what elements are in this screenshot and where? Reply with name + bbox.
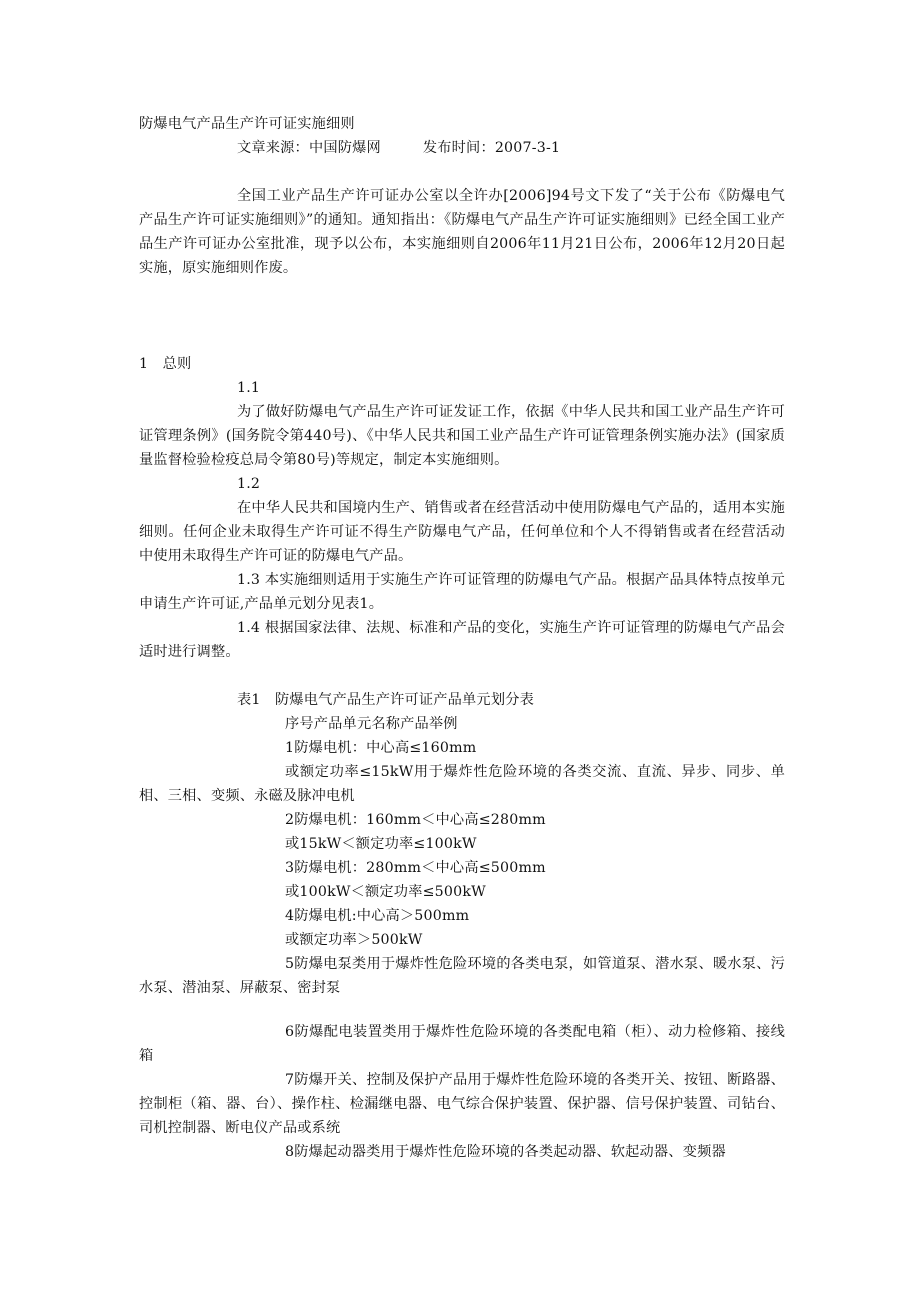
- table-row: 2防爆电机：160mm＜中心高≤280mm: [285, 812, 546, 828]
- table-row: 8防爆起动器类用于爆炸性危险环境的各类起动器、软起动器、变频器: [285, 1144, 726, 1160]
- table-row: 3防爆电机：280mm＜中心高≤500mm: [285, 860, 546, 876]
- clause-number: 1.1: [237, 380, 261, 396]
- intro-paragraph: 全国工业产品生产许可证办公室以全许办[2006]94号文下发了“关于公布《防爆电气产品生产许可证实施细则》”的通知。通知指出：《防爆电气产品生产许可证实施细则》已经全国工业产品生产许可证办公室批准，现予以公布，本实施细则自2006年11月21日公布，2006年12月20日起实施，原实施细则作废。: [139, 188, 785, 276]
- publish-date: 发布时间：2007-3-1: [422, 140, 561, 156]
- clause-text: 1.4 根据国家法律、法规、标准和产品的变化，实施生产许可证管理的防爆电气产品会适时进行调整。: [139, 620, 785, 660]
- table-caption: 表1 防爆电气产品生产许可证产品单元划分表: [237, 692, 534, 708]
- clause-text: 在中华人民共和国境内生产、销售或者在经营活动中使用防爆电气产品的，适用本实施细则。任何企业未取得生产许可证不得生产防爆电气产品，任何单位和个人不得销售或者在经营活动中使用未取得生产许可证的防爆电气产品。: [139, 500, 785, 564]
- table-row: 或额定功率＞500kW: [285, 932, 423, 948]
- clause-text: 1.3 本实施细则适用于实施生产许可证管理的防爆电气产品。根据产品具体特点按单元申请生产许可证,产品单元划分见表1。: [139, 572, 785, 612]
- clause-text: 为了做好防爆电气产品生产许可证发证工作，依据《中华人民共和国工业产品生产许可证管理条例》(国务院令第440号)、《中华人民共和国工业产品生产许可证管理条例实施办法》(国家质量监督检验检疫总局令第80号)等规定，制定本实施细则。: [139, 404, 785, 468]
- source-label: 文章来源：中国防爆网: [237, 140, 381, 156]
- table-row: 6防爆配电装置类用于爆炸性危险环境的各类配电箱（柜）、动力检修箱、接线箱: [139, 1024, 785, 1064]
- table-row: 7防爆开关、控制及保护产品用于爆炸性危险环境的各类开关、按钮、断路器、控制柜（箱、器、台）、操作柱、检漏继电器、电气综合保护装置、保护器、信号保护装置、司钻台、司机控制器、断电仪产品或系统: [139, 1072, 785, 1136]
- document-page: [139, 112, 785, 1164]
- table-row: 或100kW＜额定功率≤500kW: [285, 884, 486, 900]
- table-header: 序号产品单元名称产品举例: [285, 716, 458, 732]
- clause-number: 1.2: [237, 476, 261, 492]
- table-row: 或15kW＜额定功率≤100kW: [285, 836, 477, 852]
- section-heading: 1 总则: [139, 356, 192, 372]
- source-line: [139, 136, 785, 160]
- table-row: 4防爆电机:中心高＞500mm: [285, 908, 470, 924]
- document-title: 防爆电气产品生产许可证实施细则: [139, 116, 355, 132]
- table-row: 或额定功率≤15kW用于爆炸性危险环境的各类交流、直流、异步、同步、单相、三相、变频、永磁及脉冲电机: [139, 764, 785, 804]
- table-row: 1防爆电机：中心高≤160mm: [285, 740, 477, 756]
- table-row: 5防爆电泵类用于爆炸性危险环境的各类电泵，如管道泵、潜水泵、暖水泵、污水泵、潜油泵、屏蔽泵、密封泵: [139, 956, 785, 996]
